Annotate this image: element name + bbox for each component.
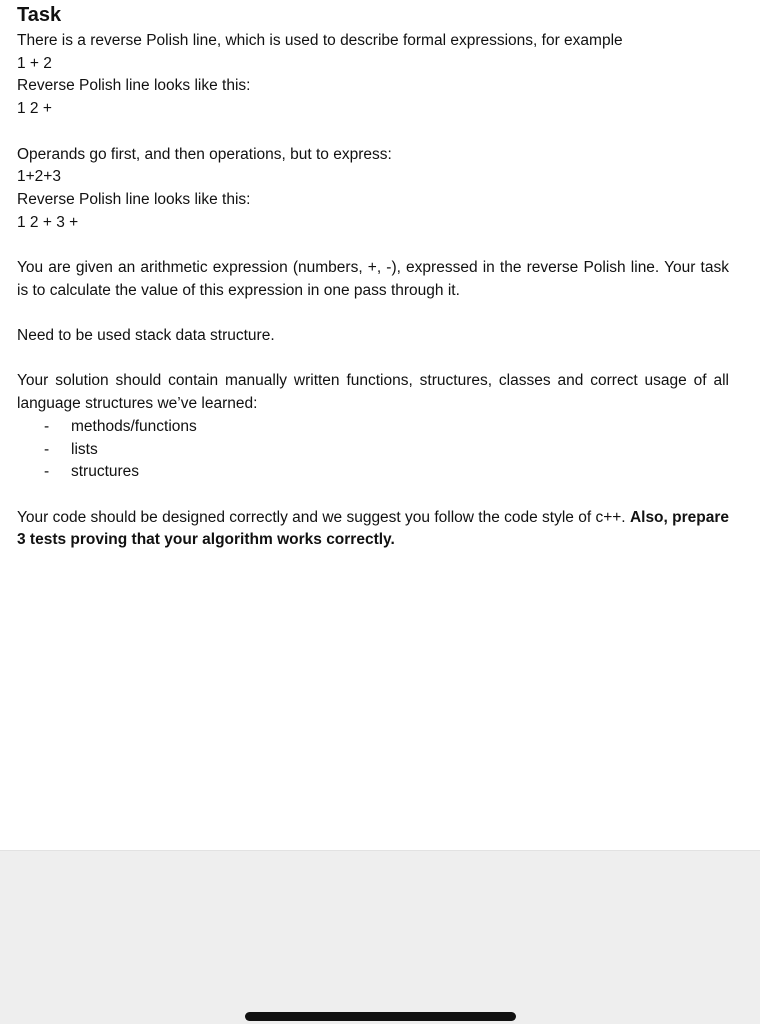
requirements-list <box>17 416 729 484</box>
list-item <box>17 439 729 462</box>
closing-bold-text: Also, prepare 3 tests proving that your algorithm works correctly. <box>17 508 729 549</box>
bullet-dash: - <box>44 440 50 458</box>
example-rpn: 1 2 + <box>17 100 52 118</box>
spacer <box>17 234 729 257</box>
closing-text: Your code should be designed correctly and we suggest you follow the code style of c++. <box>17 508 630 526</box>
bullet-text: structures <box>71 463 140 481</box>
solution-paragraph: Your solution should contain manually written functions, structures, classes and correct usage of all language structures we’ve learned: <box>17 372 729 413</box>
intro-text: There is a reverse Polish line, which is used to describe formal expressions, for example <box>17 32 623 49</box>
intro-rpn-label: Reverse Polish line looks like this: <box>17 77 251 95</box>
home-indicator[interactable] <box>245 1012 516 1021</box>
operands-rpn: 1 2 + 3 + <box>17 213 79 231</box>
closing-paragraph <box>17 507 729 552</box>
spacer <box>17 121 729 144</box>
bullet-text: lists <box>71 440 98 458</box>
example-expression: 1 + 2 <box>17 54 52 72</box>
document-title: Task <box>17 4 62 26</box>
stack-note: Need to be used stack data structure. <box>17 327 275 345</box>
operands-text: Operands go first, and then operations, but to express: <box>17 145 392 163</box>
operands-expression: 1+2+3 <box>17 168 61 186</box>
spacer <box>17 484 729 507</box>
spacer <box>17 348 729 371</box>
bullet-text: methods/functions <box>71 417 197 435</box>
list-item <box>17 461 729 484</box>
bottom-panel <box>0 850 760 1024</box>
given-paragraph: You are given an arithmetic expression (numbers, +, -), expressed in the reverse Polish line. Your task is to calculate the value of this expression in one pass through it. <box>17 259 729 299</box>
list-item <box>17 416 729 439</box>
document-body <box>17 4 729 552</box>
operands-rpn-label: Reverse Polish line looks like this: <box>17 190 251 208</box>
bullet-dash: - <box>44 463 50 481</box>
bullet-dash: - <box>44 417 50 435</box>
spacer <box>17 302 729 325</box>
